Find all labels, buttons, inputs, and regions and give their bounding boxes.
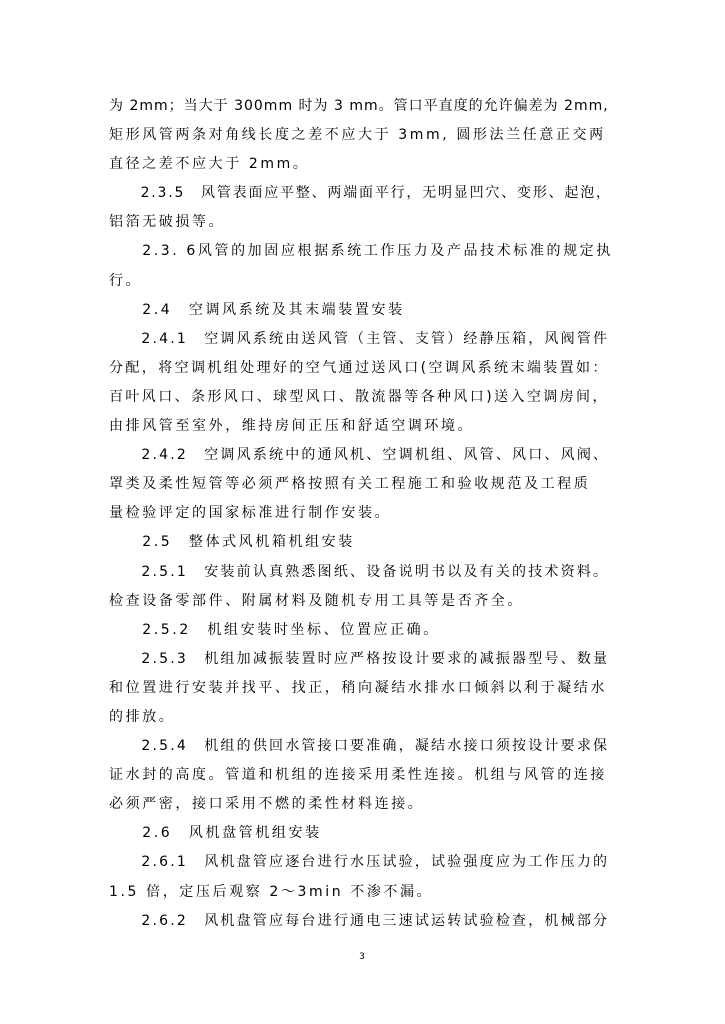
text-line: 分配，将空调机组处理好的空气通过送风口(空调风系统末端装置如： (109, 359, 609, 376)
text-line: 2.5.4 机组的供回水管接口要准确，凝结水接口须按设计要求保 (109, 738, 610, 755)
section-heading: 2.4 空调风系统及其末端装置安装 (109, 301, 405, 318)
text-line: 的排放。 (109, 708, 176, 725)
text-line: 必须严密，接口采用不燃的柔性材料连接。 (109, 796, 425, 813)
text-line: 2.5.3 机组加减振装置时应严格按设计要求的减振器型号、数量 (109, 650, 610, 667)
text-line: 量检验评定的国家标准进行制作安装。 (109, 505, 392, 522)
text-line: 2.4.2 空调风系统中的通风机、空调机组、风管、风口、风阀、 (109, 447, 610, 464)
section-heading: 2.5 整体式风机箱机组安装 (109, 534, 355, 551)
text-line: 铝箔无破损等。 (109, 214, 226, 231)
body-text (109, 92, 614, 936)
text-line: 和位置进行安装并找平、找正，稍向凝结水排水口倾斜以利于凝结水 (109, 679, 607, 696)
text-line: 检查设备零部件、附属材料及随机专用工具等是否齐全。 (109, 592, 524, 609)
text-line: 2.5.2 机组安装时坐标、位置应正确。 (109, 621, 440, 638)
page-number: 3 (359, 952, 365, 962)
text-line: 由排风管至室外，维持房间正压和舒适空调环境。 (109, 418, 475, 435)
text-line: 矩形风管两条对角线长度之差不应大于 3mm, 圆形法兰任意正交两 (109, 127, 606, 144)
text-line: 直径之差不应大于 2mm。 (109, 156, 310, 173)
text-line: 罩类及柔性短管等必须严格按照有关工程施工和验收规范及工程质 (109, 476, 591, 493)
text-line: 2.4.1 空调风系统由送风管（主管、支管）经静压箱，风阀管件 (109, 330, 610, 347)
text-line: 2.6.1 风机盘管应逐台进行水压试验，试验强度应为工作压力的 (109, 854, 610, 871)
text-line: 2.3. 6风管的加固应根据系统工作压力及产品技术标准的规定执 (109, 243, 613, 260)
text-line: 行。 (109, 272, 143, 289)
section-heading: 2.6 风机盘管机组安装 (109, 825, 322, 842)
text-line: 2.5.1 安装前认真熟悉图纸、设备说明书以及有关的技术资料。 (109, 563, 610, 580)
text-line: 为 2mm；当大于 300mm 时为 3 mm。管口平直度的允许偏差为 2mm, (109, 98, 609, 114)
text-line: 证水封的高度。管道和机组的连接采用柔性连接。机组与风管的连接 (109, 767, 607, 784)
text-line: 1.5 倍，定压后观察 2～3min 不渗不漏。 (109, 883, 434, 900)
text-line: 百叶风口、条形风口、球型风口、散流器等各种风口)送入空调房间， (109, 388, 609, 405)
text-line: 2.3.5 风管表面应平整、两端面平行，无明显凹穴、变形、起泡， (109, 185, 612, 202)
text-line: 2.6.2 风机盘管应每台进行通电三速试运转试验检查，机械部分 (109, 912, 610, 929)
